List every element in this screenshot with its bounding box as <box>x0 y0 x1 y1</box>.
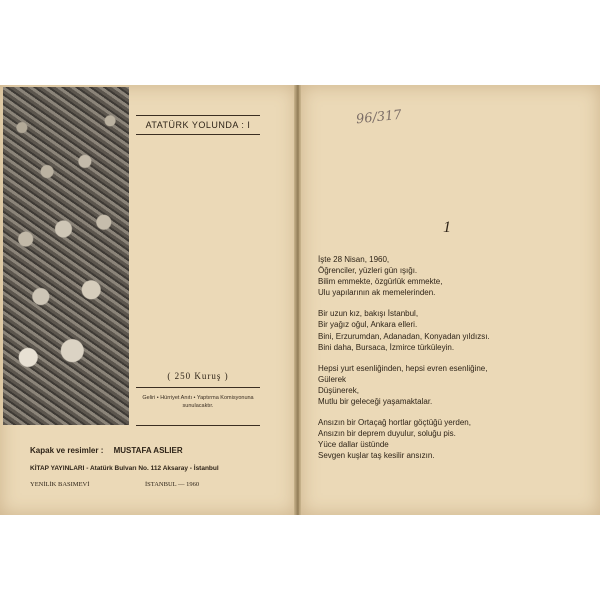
poem-line: Bir yağız oğul, Ankara elleri. <box>318 320 418 330</box>
poem-stanza <box>318 363 588 407</box>
printer-name: YENİLİK BASIMEVİ <box>30 481 90 488</box>
poem-line: Yüce dallar üstünde <box>318 440 389 450</box>
city-year: İSTANBUL — 1960 <box>145 481 200 488</box>
printer-line <box>30 481 270 491</box>
handwritten-catalog-number: 96/317 <box>355 107 403 128</box>
poem-line: Bini daha, Bursaca, İzmirce türküleyin. <box>318 342 455 352</box>
credits-line <box>30 446 270 455</box>
poem-line: Ulu yapılarının ak memelerinden. <box>318 288 436 298</box>
publisher-line: KİTAP YAYINLARI - Atatürk Bulvarı No. 112 Aksaray - İstanbul <box>30 465 219 472</box>
poem-line: Bir uzun kız, bakışı İstanbul, <box>318 309 419 319</box>
poem-line: Ansızın bir Ortaçağ hortlar göçtüğü yerden, <box>318 418 471 428</box>
poem-line: Öğrenciler, yüzleri gün ışığı. <box>318 266 418 276</box>
poem-line: Bini, Erzurumdan, Adanadan, Konyadan yıldızsı. <box>318 331 490 341</box>
poem-stanza <box>318 417 588 461</box>
left-page <box>0 85 296 515</box>
poem-text <box>318 254 588 462</box>
poem-stanza <box>318 254 588 298</box>
book-spread <box>0 85 600 515</box>
poem-line: İşte 28 Nisan, 1960, <box>318 255 390 264</box>
poem-stanza <box>318 308 588 352</box>
right-page <box>301 85 600 515</box>
page-number: 1 <box>443 219 451 236</box>
note-rule <box>136 425 260 426</box>
poem-line: Düşünerek, <box>318 385 359 395</box>
credits-label: Kapak ve resimler : <box>30 446 104 455</box>
proceeds-note: Geliri • Hürriyet Anıtı • Yaptırma Komisyonuna sunulacaktır. <box>142 395 254 409</box>
poem-line: Gülerek <box>318 374 347 384</box>
series-title: ATATÜRK YOLUNDA : I <box>136 115 260 135</box>
credits-name: MUSTAFA ASLIER <box>113 446 183 455</box>
price-rule <box>136 387 260 388</box>
price-label: ( 250 Kuruş ) <box>167 371 229 381</box>
crowd-photo <box>3 87 129 425</box>
poem-line: Sevgen kuşlar taş kesilir ansızın. <box>318 451 435 461</box>
poem-line: Bilim emmekte, özgürlük emmekte, <box>318 277 443 287</box>
poem-line: Ansızın bir deprem duyulur, soluğu pis. <box>318 429 456 439</box>
poem-line: Hepsi yurt esenliğinden, hepsi evren esenliğine, <box>318 363 488 373</box>
poem-line: Mutlu bir geleceği yaşamaktalar. <box>318 397 433 407</box>
